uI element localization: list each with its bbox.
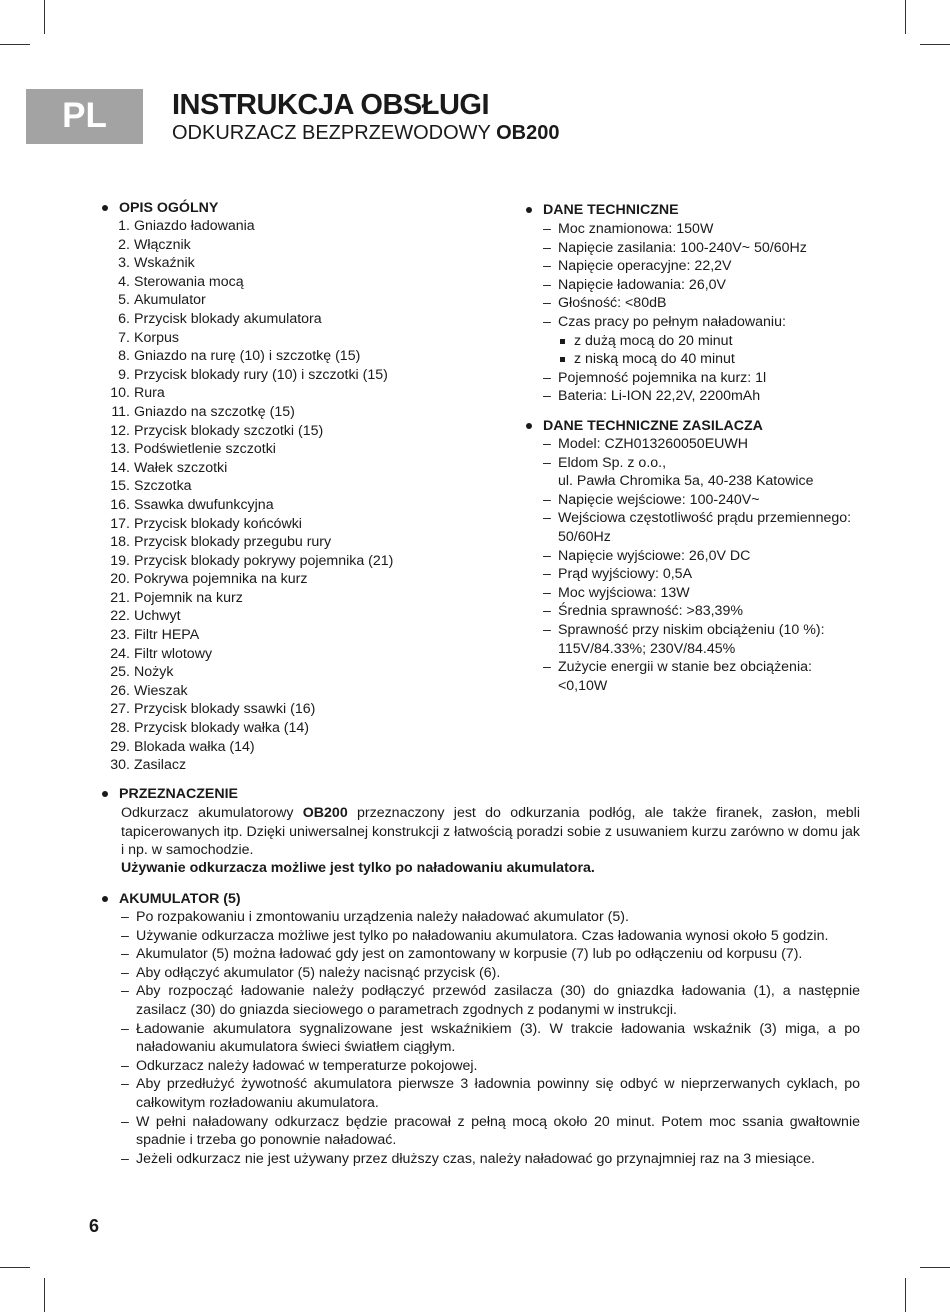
item-number: 13. bbox=[110, 441, 130, 458]
item-label: Rura bbox=[134, 385, 165, 402]
purpose-model: OB200 bbox=[302, 805, 348, 821]
page-title: INSTRUKCJA OBSŁUGI bbox=[172, 89, 489, 121]
item-label: Przycisk blokady przegubu rury bbox=[134, 534, 332, 551]
list-item: – Napięcie wyjściowe: 26,0V DC bbox=[543, 547, 853, 566]
list-item bbox=[101, 422, 461, 441]
item-label: Gniazdo ładowania bbox=[134, 218, 255, 234]
item-number: 16. bbox=[110, 496, 130, 513]
list-item bbox=[101, 347, 461, 366]
list-item bbox=[101, 552, 461, 571]
list-item: – Napięcie wejściowe: 100-240V~ bbox=[543, 491, 853, 510]
item-number: 27. bbox=[110, 701, 130, 718]
item-number: 20. bbox=[110, 571, 130, 588]
bullet-icon bbox=[526, 207, 532, 213]
section-heading-text: DANE TECHNICZNE ZASILACZA bbox=[543, 418, 763, 434]
list-subitem: z niską mocą do 40 minut bbox=[543, 350, 863, 369]
bullet-icon bbox=[102, 896, 108, 902]
list-item bbox=[101, 329, 461, 348]
section-heading-text: PRZEZNACZENIE bbox=[119, 786, 239, 802]
section-heading-opis bbox=[119, 199, 218, 218]
item-number: 22. bbox=[110, 608, 130, 625]
list-item bbox=[101, 273, 461, 292]
crop-mark bbox=[905, 0, 906, 34]
item-label: Filtr wlotowy bbox=[134, 645, 213, 662]
crop-mark bbox=[0, 1267, 30, 1268]
list-item bbox=[101, 254, 461, 273]
item-number: 19. bbox=[110, 552, 130, 569]
item-label: Korpus bbox=[134, 329, 179, 346]
list-item: – Czas pracy po pełnym naładowaniu: bbox=[543, 313, 863, 332]
item-label: Zasilacz bbox=[134, 757, 187, 774]
parts-list bbox=[101, 217, 461, 775]
list-item: – Bateria: Li-ION 22,2V, 2200mAh bbox=[543, 387, 863, 406]
item-number: 30. bbox=[110, 757, 130, 774]
item-number: 8. bbox=[118, 348, 130, 365]
list-item bbox=[101, 719, 461, 738]
purpose-text: przeznaczony jest do odkurzania podłóg, ale także firanek, zasłon, mebli tapicerowanych itp. Dzięki uniwersalnej konstrukcji z łatwością poradzi sobie z usuwaniem kurzu zarówno w domu jak i np. w samochodzie. bbox=[121, 805, 860, 859]
list-item bbox=[101, 645, 461, 664]
crop-mark bbox=[44, 0, 45, 34]
item-label: Przycisk blokady rury (10) i szczotki (15) bbox=[134, 366, 388, 383]
item-label: Pokrywa pojemnika na kurz bbox=[134, 571, 308, 588]
item-number: 11. bbox=[111, 403, 130, 420]
item-label: Włącznik bbox=[134, 236, 191, 253]
list-item bbox=[101, 589, 461, 608]
list-item: – Aby przedłużyć żywotność akumulatora pierwsze 3 ładownia powinny się odbyć w nieprzerwanych cyklach, po całkowitym rozładowaniu akumulatora. bbox=[121, 1075, 860, 1112]
list-item: – Eldom Sp. z o.o., bbox=[543, 454, 853, 473]
subtitle-model: OB200 bbox=[496, 122, 560, 144]
list-item bbox=[101, 533, 461, 552]
item-label: Przycisk blokady pokrywy pojemnika (21) bbox=[134, 552, 394, 569]
item-number: 12. bbox=[110, 422, 130, 439]
list-item: – Napięcie operacyjne: 22,2V bbox=[543, 257, 863, 276]
purpose-note: Używanie odkurzacza możliwe jest tylko po naładowaniu akumulatora. bbox=[121, 860, 595, 876]
item-number: 23. bbox=[110, 627, 130, 644]
item-number: 28. bbox=[110, 720, 130, 737]
section-heading-text: OPIS OGÓLNY bbox=[119, 200, 219, 216]
list-item: – Napięcie zasilania: 100-240V~ 50/60Hz bbox=[543, 239, 863, 258]
list-item: – Akumulator (5) można ładować gdy jest on zamontowany w korpusie (7) lub po odłączeniu od korpusu (7). bbox=[121, 945, 860, 964]
item-number: 9. bbox=[118, 366, 130, 383]
bullet-icon bbox=[102, 791, 108, 797]
item-number: 1. bbox=[118, 218, 130, 234]
item-number: 3. bbox=[118, 255, 130, 272]
list-item: – Napięcie ładowania: 26,0V bbox=[543, 276, 863, 295]
list-item: – Wejściowa częstotliwość prądu przemiennego: 50/60Hz bbox=[543, 509, 853, 546]
item-label: Pojemnik na kurz bbox=[134, 589, 243, 606]
section-heading-text: AKUMULATOR (5) bbox=[119, 891, 241, 907]
list-item bbox=[101, 477, 461, 496]
item-number: 25. bbox=[110, 664, 130, 681]
list-item: ul. Pawła Chromika 5a, 40-238 Katowice bbox=[558, 473, 814, 490]
item-label: Blokada wałka (14) bbox=[134, 738, 255, 755]
list-item bbox=[101, 236, 461, 255]
item-label: Filtr HEPA bbox=[134, 627, 200, 644]
list-item: – Jeżeli odkurzacz nie jest używany przez dłuższy czas, należy naładować go przynajmniej raz na 3 miesiące. bbox=[121, 1150, 860, 1169]
list-item: – Pojemność pojemnika na kurz: 1l bbox=[543, 369, 863, 388]
list-item: – Aby odłączyć akumulator (5) należy nacisnąć przycisk (6). bbox=[121, 964, 860, 983]
section-heading-przeznaczenie bbox=[119, 785, 238, 804]
list-item: – Model: CZH013260050EUWH bbox=[543, 435, 853, 454]
list-item: – Sprawność przy niskim obciążeniu (10 %): 115V/84.33%; 230V/84.45% bbox=[543, 621, 853, 658]
item-label: Wskaźnik bbox=[134, 255, 195, 272]
list-item bbox=[101, 459, 461, 478]
list-item bbox=[101, 663, 461, 682]
list-item bbox=[101, 700, 461, 719]
item-number: 18. bbox=[110, 534, 130, 551]
list-item bbox=[101, 440, 461, 459]
item-number: 5. bbox=[118, 292, 130, 309]
list-item bbox=[101, 496, 461, 515]
list-item bbox=[101, 217, 461, 236]
list-item bbox=[101, 682, 461, 701]
list-item: – Zużycie energii w stanie bez obciążenia: <0,10W bbox=[543, 658, 853, 695]
list-item: – Używanie odkurzacza możliwe jest tylko po naładowaniu akumulatora. Czas ładowania wynosi około 5 godzin. bbox=[121, 927, 860, 946]
list-item: – Średnia sprawność: >83,39% bbox=[543, 602, 853, 621]
page-subtitle bbox=[172, 121, 559, 145]
crop-mark bbox=[44, 1278, 45, 1312]
item-label: Podświetlenie szczotki bbox=[134, 441, 276, 458]
section-heading-text: DANE TECHNICZNE bbox=[543, 202, 679, 218]
list-item: – Moc wyjściowa: 13W bbox=[543, 584, 853, 603]
charger-specs-list bbox=[543, 435, 853, 695]
list-item bbox=[101, 756, 461, 775]
list-item: – Odkurzacz należy ładować w temperaturze pokojowej. bbox=[121, 1057, 860, 1076]
list-item bbox=[101, 403, 461, 422]
list-subitem: z dużą mocą do 20 minut bbox=[543, 332, 863, 351]
item-label: Przycisk blokady końcówki bbox=[134, 515, 302, 532]
bullet-icon bbox=[526, 423, 532, 429]
item-label: Nożyk bbox=[134, 664, 174, 681]
item-label: Gniazdo na rurę (10) i szczotkę (15) bbox=[134, 348, 361, 365]
list-item: – W pełni naładowany odkurzacz będzie pracował z pełną mocą około 20 minut. Potem moc ssania gwałtownie spadnie i trzeba go ponownie naładować. bbox=[121, 1113, 860, 1150]
item-number: 21. bbox=[110, 589, 130, 606]
item-label: Sterowania mocą bbox=[134, 273, 244, 290]
list-item bbox=[101, 570, 461, 589]
list-item: – Moc znamionowa: 150W bbox=[543, 220, 863, 239]
list-item bbox=[101, 291, 461, 310]
item-label: Gniazdo na szczotkę (15) bbox=[134, 403, 295, 420]
item-number: 10. bbox=[110, 385, 130, 402]
bullet-icon bbox=[102, 205, 108, 211]
item-label: Przycisk blokady szczotki (15) bbox=[134, 422, 324, 439]
item-number: 26. bbox=[110, 682, 130, 699]
crop-mark bbox=[920, 1267, 950, 1268]
item-label: Uchwyt bbox=[134, 608, 181, 625]
item-number: 6. bbox=[118, 310, 130, 327]
item-number: 4. bbox=[118, 273, 130, 290]
section-heading-zasilacz bbox=[543, 417, 763, 436]
list-item bbox=[101, 515, 461, 534]
list-item bbox=[101, 738, 461, 757]
item-number: 2. bbox=[118, 236, 130, 253]
item-label: Akumulator bbox=[134, 292, 206, 309]
list-item: – Po rozpakowaniu i zmontowaniu urządzenia należy naładować akumulator (5). bbox=[121, 908, 860, 927]
item-number: 15. bbox=[110, 478, 130, 495]
list-item bbox=[101, 626, 461, 645]
item-label: Szczotka bbox=[134, 478, 192, 495]
page-number: 6 bbox=[89, 1216, 100, 1236]
list-item bbox=[101, 384, 461, 403]
purpose-text: Odkurzacz akumulatorowy bbox=[121, 805, 303, 821]
item-number: 29. bbox=[110, 738, 130, 755]
item-label: Wieszak bbox=[134, 682, 188, 699]
crop-mark bbox=[905, 1278, 906, 1312]
section-heading-akumulator bbox=[119, 890, 241, 909]
list-item bbox=[101, 366, 461, 385]
item-number: 7. bbox=[118, 329, 130, 346]
section-heading-dane bbox=[543, 201, 679, 220]
crop-mark bbox=[920, 44, 950, 45]
language-badge: PL bbox=[26, 89, 143, 144]
battery-instructions-list bbox=[121, 908, 860, 1168]
item-number: 24. bbox=[110, 645, 130, 662]
item-number: 14. bbox=[110, 459, 130, 476]
subtitle-product: ODKURZACZ BEZPRZEWODOWY bbox=[172, 122, 497, 144]
crop-mark bbox=[0, 44, 30, 45]
item-label: Ssawka dwufunkcyjna bbox=[134, 496, 274, 513]
item-label: Przycisk blokady akumulatora bbox=[134, 310, 322, 327]
item-number: 17. bbox=[110, 515, 130, 532]
list-item bbox=[101, 607, 461, 626]
list-item: – Prąd wyjściowy: 0,5A bbox=[543, 565, 853, 584]
item-label: Wałek szczotki bbox=[134, 459, 228, 476]
purpose-paragraph bbox=[121, 804, 860, 860]
list-item: – Aby rozpocząć ładowanie należy podłączyć przewód zasilacza (30) do gniazdka ładowania (1), a następnie zasilacz (30) do gniazda sieciowego o parametrach zgodnych z podanymi w instrukcji. bbox=[121, 982, 860, 1019]
list-item: – Głośność: <80dB bbox=[543, 294, 863, 313]
item-label: Przycisk blokady wałka (14) bbox=[134, 720, 310, 737]
specs-list bbox=[543, 220, 863, 406]
list-item: – Ładowanie akumulatora sygnalizowane jest wskaźnikiem (3). W trakcie ładowania wskaźnik (3) miga, a po naładowaniu akumulatora świeci światłem ciągłym. bbox=[121, 1020, 860, 1057]
list-item bbox=[101, 310, 461, 329]
item-label: Przycisk blokady ssawki (16) bbox=[134, 701, 316, 718]
